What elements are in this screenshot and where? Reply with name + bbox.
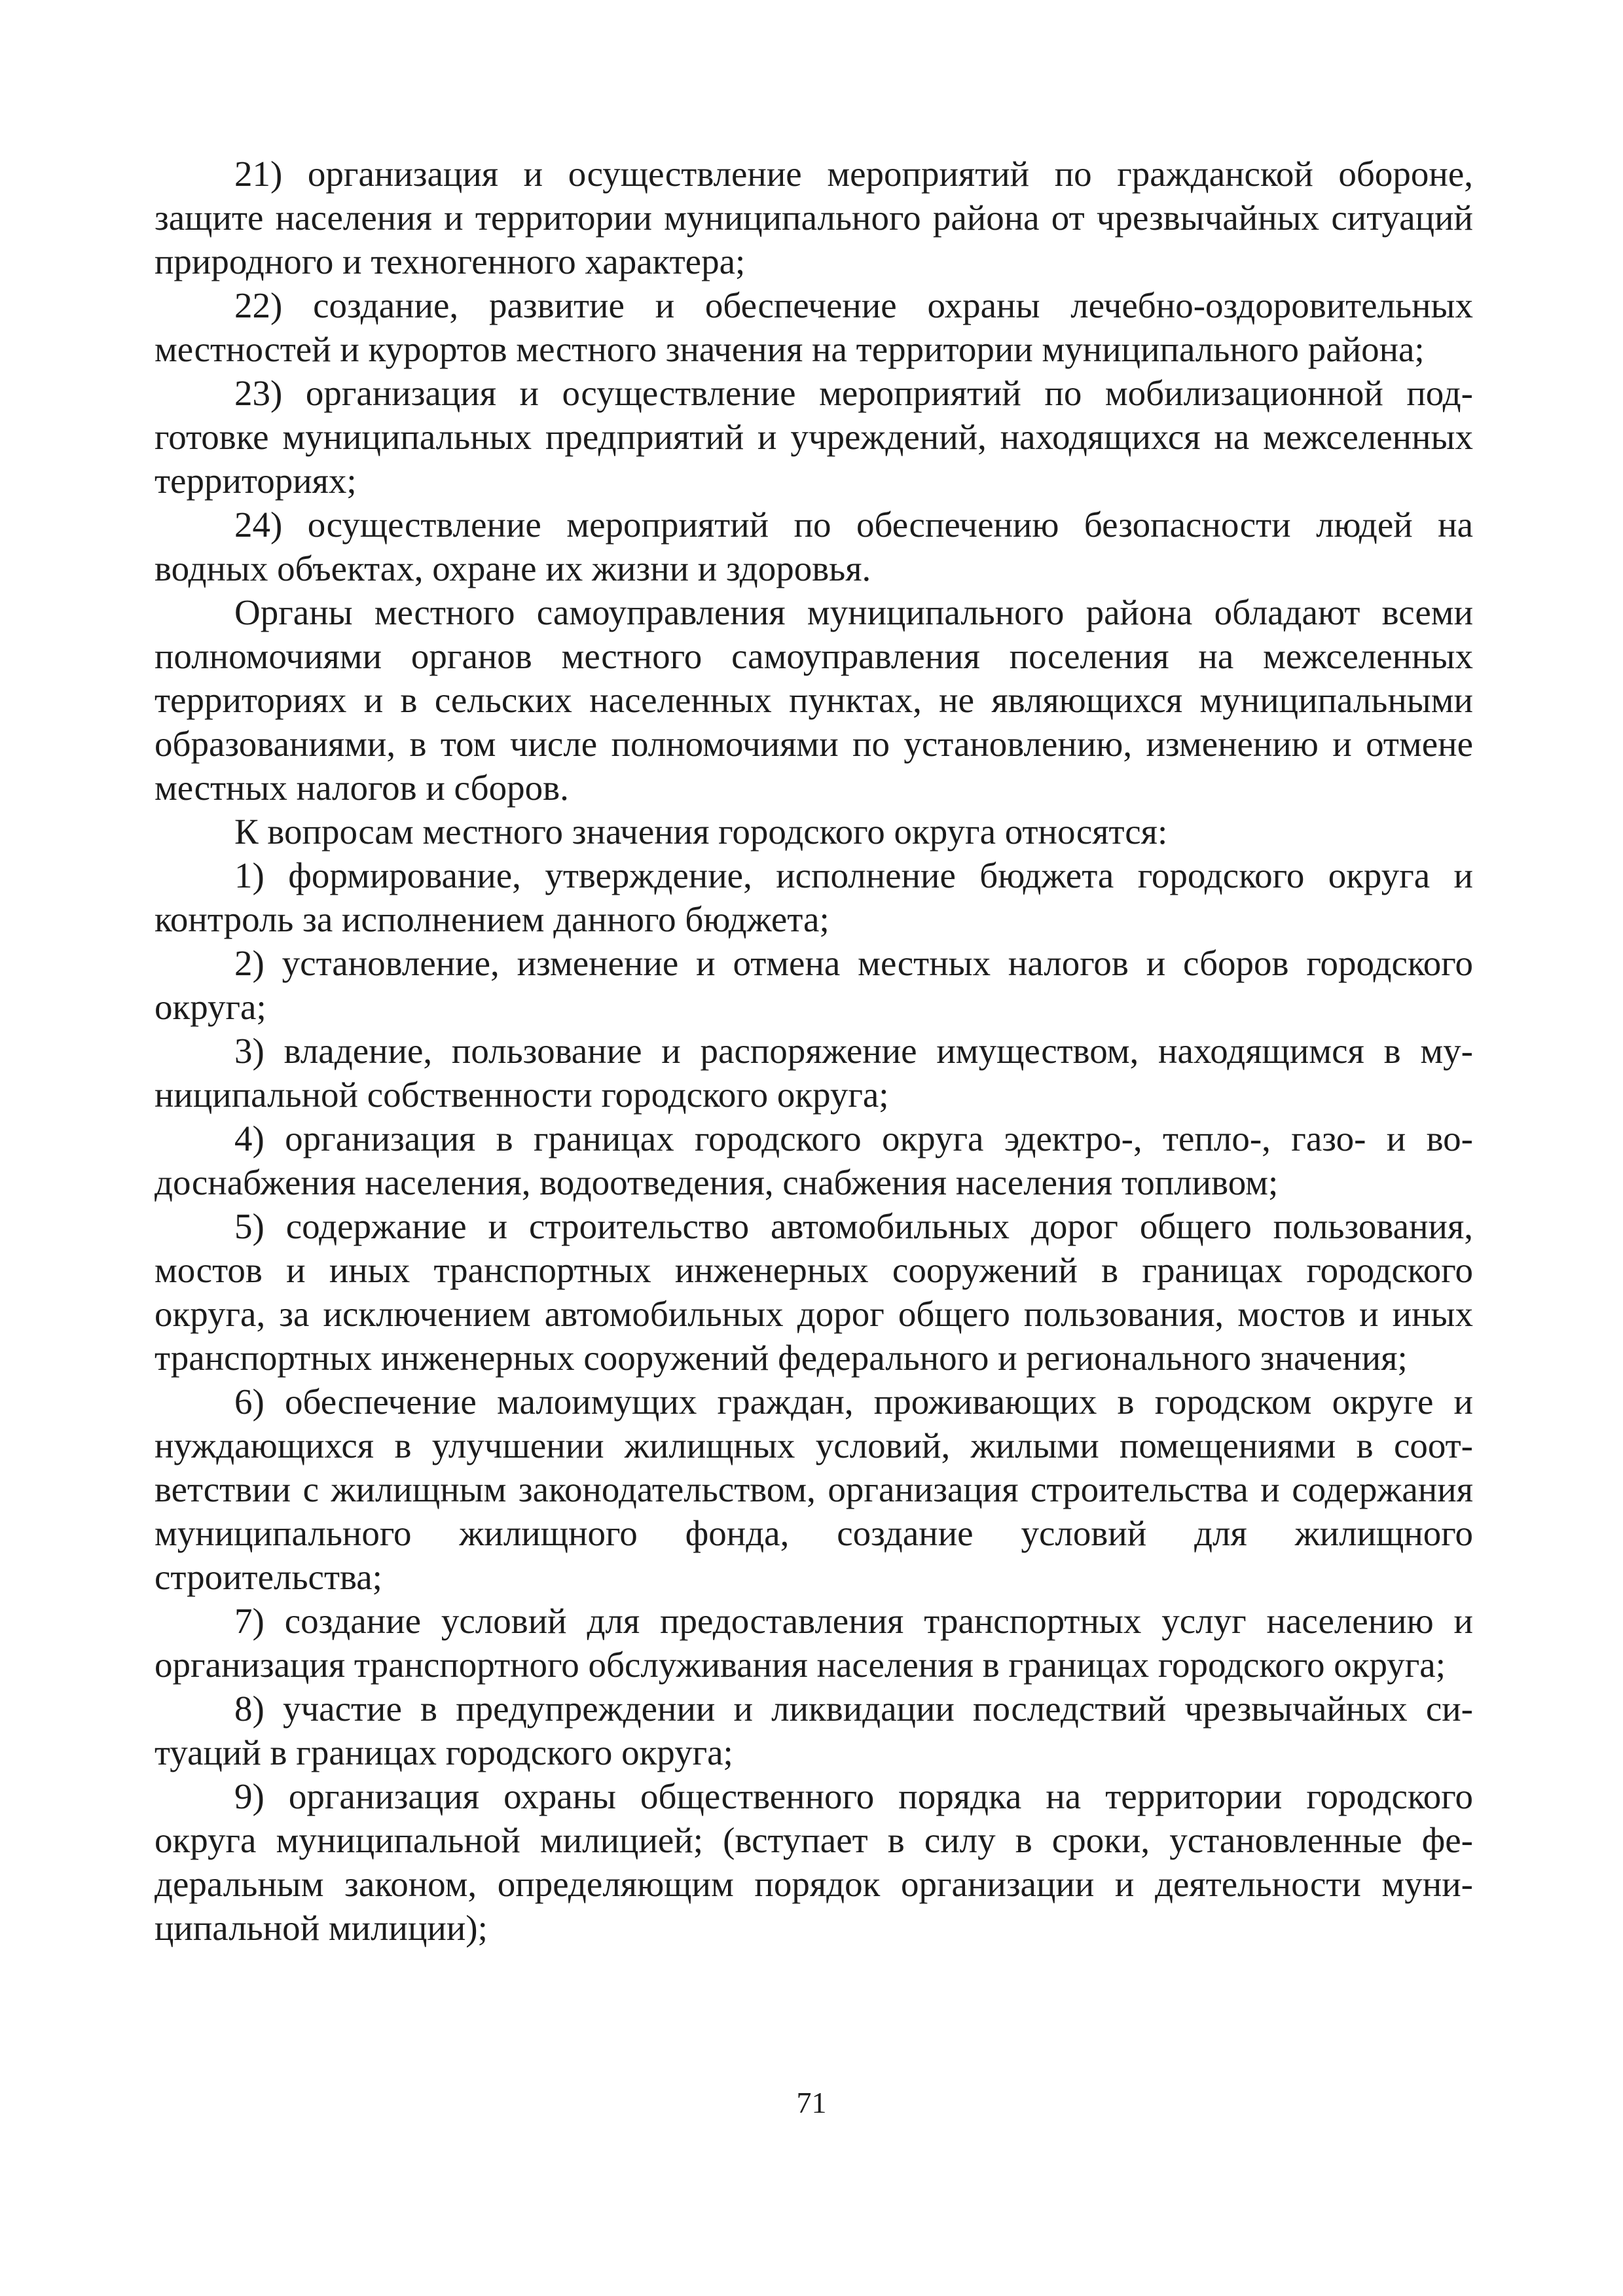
paragraph-2: 2) установление, изменение и отмена местных налогов и сборов городского округа;: [155, 943, 1473, 1027]
paragraph-city-district-intro: К вопросам местного значения городского округа относятся:: [234, 812, 1168, 852]
paragraph-district-powers: Органы местного самоуправления муниципального района обладают всеми полномочиями органов местного самоуправления поселения на межселенных территориях и в сельских населенных пунктах, не являющихся муниципальными образованиями, в том числе полномочиями по установлению, изменению и отмене местных налогов и сборов.: [155, 592, 1473, 808]
document-body: [155, 152, 1473, 1950]
paragraph-23: 23) организация и осуществление мероприятий по мобилизационной подготовке муниципальных предприятий и учреждений, находящихся на межселенных территориях;: [155, 373, 1473, 501]
paragraph-24: 24) осуществление мероприятий по обеспечению безопасности людей на водных объектах, охране их жизни и здоровья.: [155, 505, 1473, 588]
paragraph-1: 1) формирование, утверждение, исполнение бюджета городского округа и контроль за исполнением данного бюджета;: [155, 855, 1473, 939]
paragraph-6: 6) обеспечение малоимущих граждан, проживающих в городском округе и нуждающихся в улучшении жилищных условий, жилыми помещениями в соответствии с жилищным законодательством, организация строительства и содержания муниципального жилищного фонда, создание условий для жилищного строительства;: [155, 1382, 1473, 1597]
paragraph-8: 8) участие в предупреждении и ликвидации последствий чрезвычайных ситуаций в границах городского округа;: [155, 1689, 1473, 1772]
page-number: 71: [796, 2086, 827, 2119]
paragraph-9: 9) организация охраны общественного порядка на территории городского округа муниципальной милицией; (вступает в силу в сроки, установленные федеральным законом, определяющим порядок организации и деятельности муниципальной милиции);: [155, 1776, 1473, 1948]
paragraph-3: 3) владение, пользование и распоряжение имуществом, находящимся в муниципальной собственности городского округа;: [155, 1031, 1473, 1115]
paragraph-4: 4) организация в границах городского округа эдектро-, тепло-, газо- и водоснабжения населения, водоотведения, снабжения населения топливом;: [155, 1119, 1473, 1202]
paragraph-5: 5) содержание и строительство автомобильных дорог общего пользования, мостов и иных транспортных инженерных сооружений в границах городского округа, за исключением автомобильных дорог общего пользования, мостов и иных транспортных инженерных сооружений федерального и регионального значения;: [155, 1206, 1473, 1378]
paragraph-21: 21) организация и осуществление мероприятий по гражданской обороне, защите населения и территории муниципального района от чрезвычайных ситуаций природного и техногенного характера;: [155, 154, 1473, 281]
paragraph-7: 7) создание условий для предоставления транспортных услуг населению и организация транспортного обслуживания населения в границах городского округа;: [155, 1601, 1473, 1685]
paragraph-22: 22) создание, развитие и обеспечение охраны лечебно-оздоровительных местностей и курортов местного значения на территории муниципального района;: [155, 285, 1473, 369]
